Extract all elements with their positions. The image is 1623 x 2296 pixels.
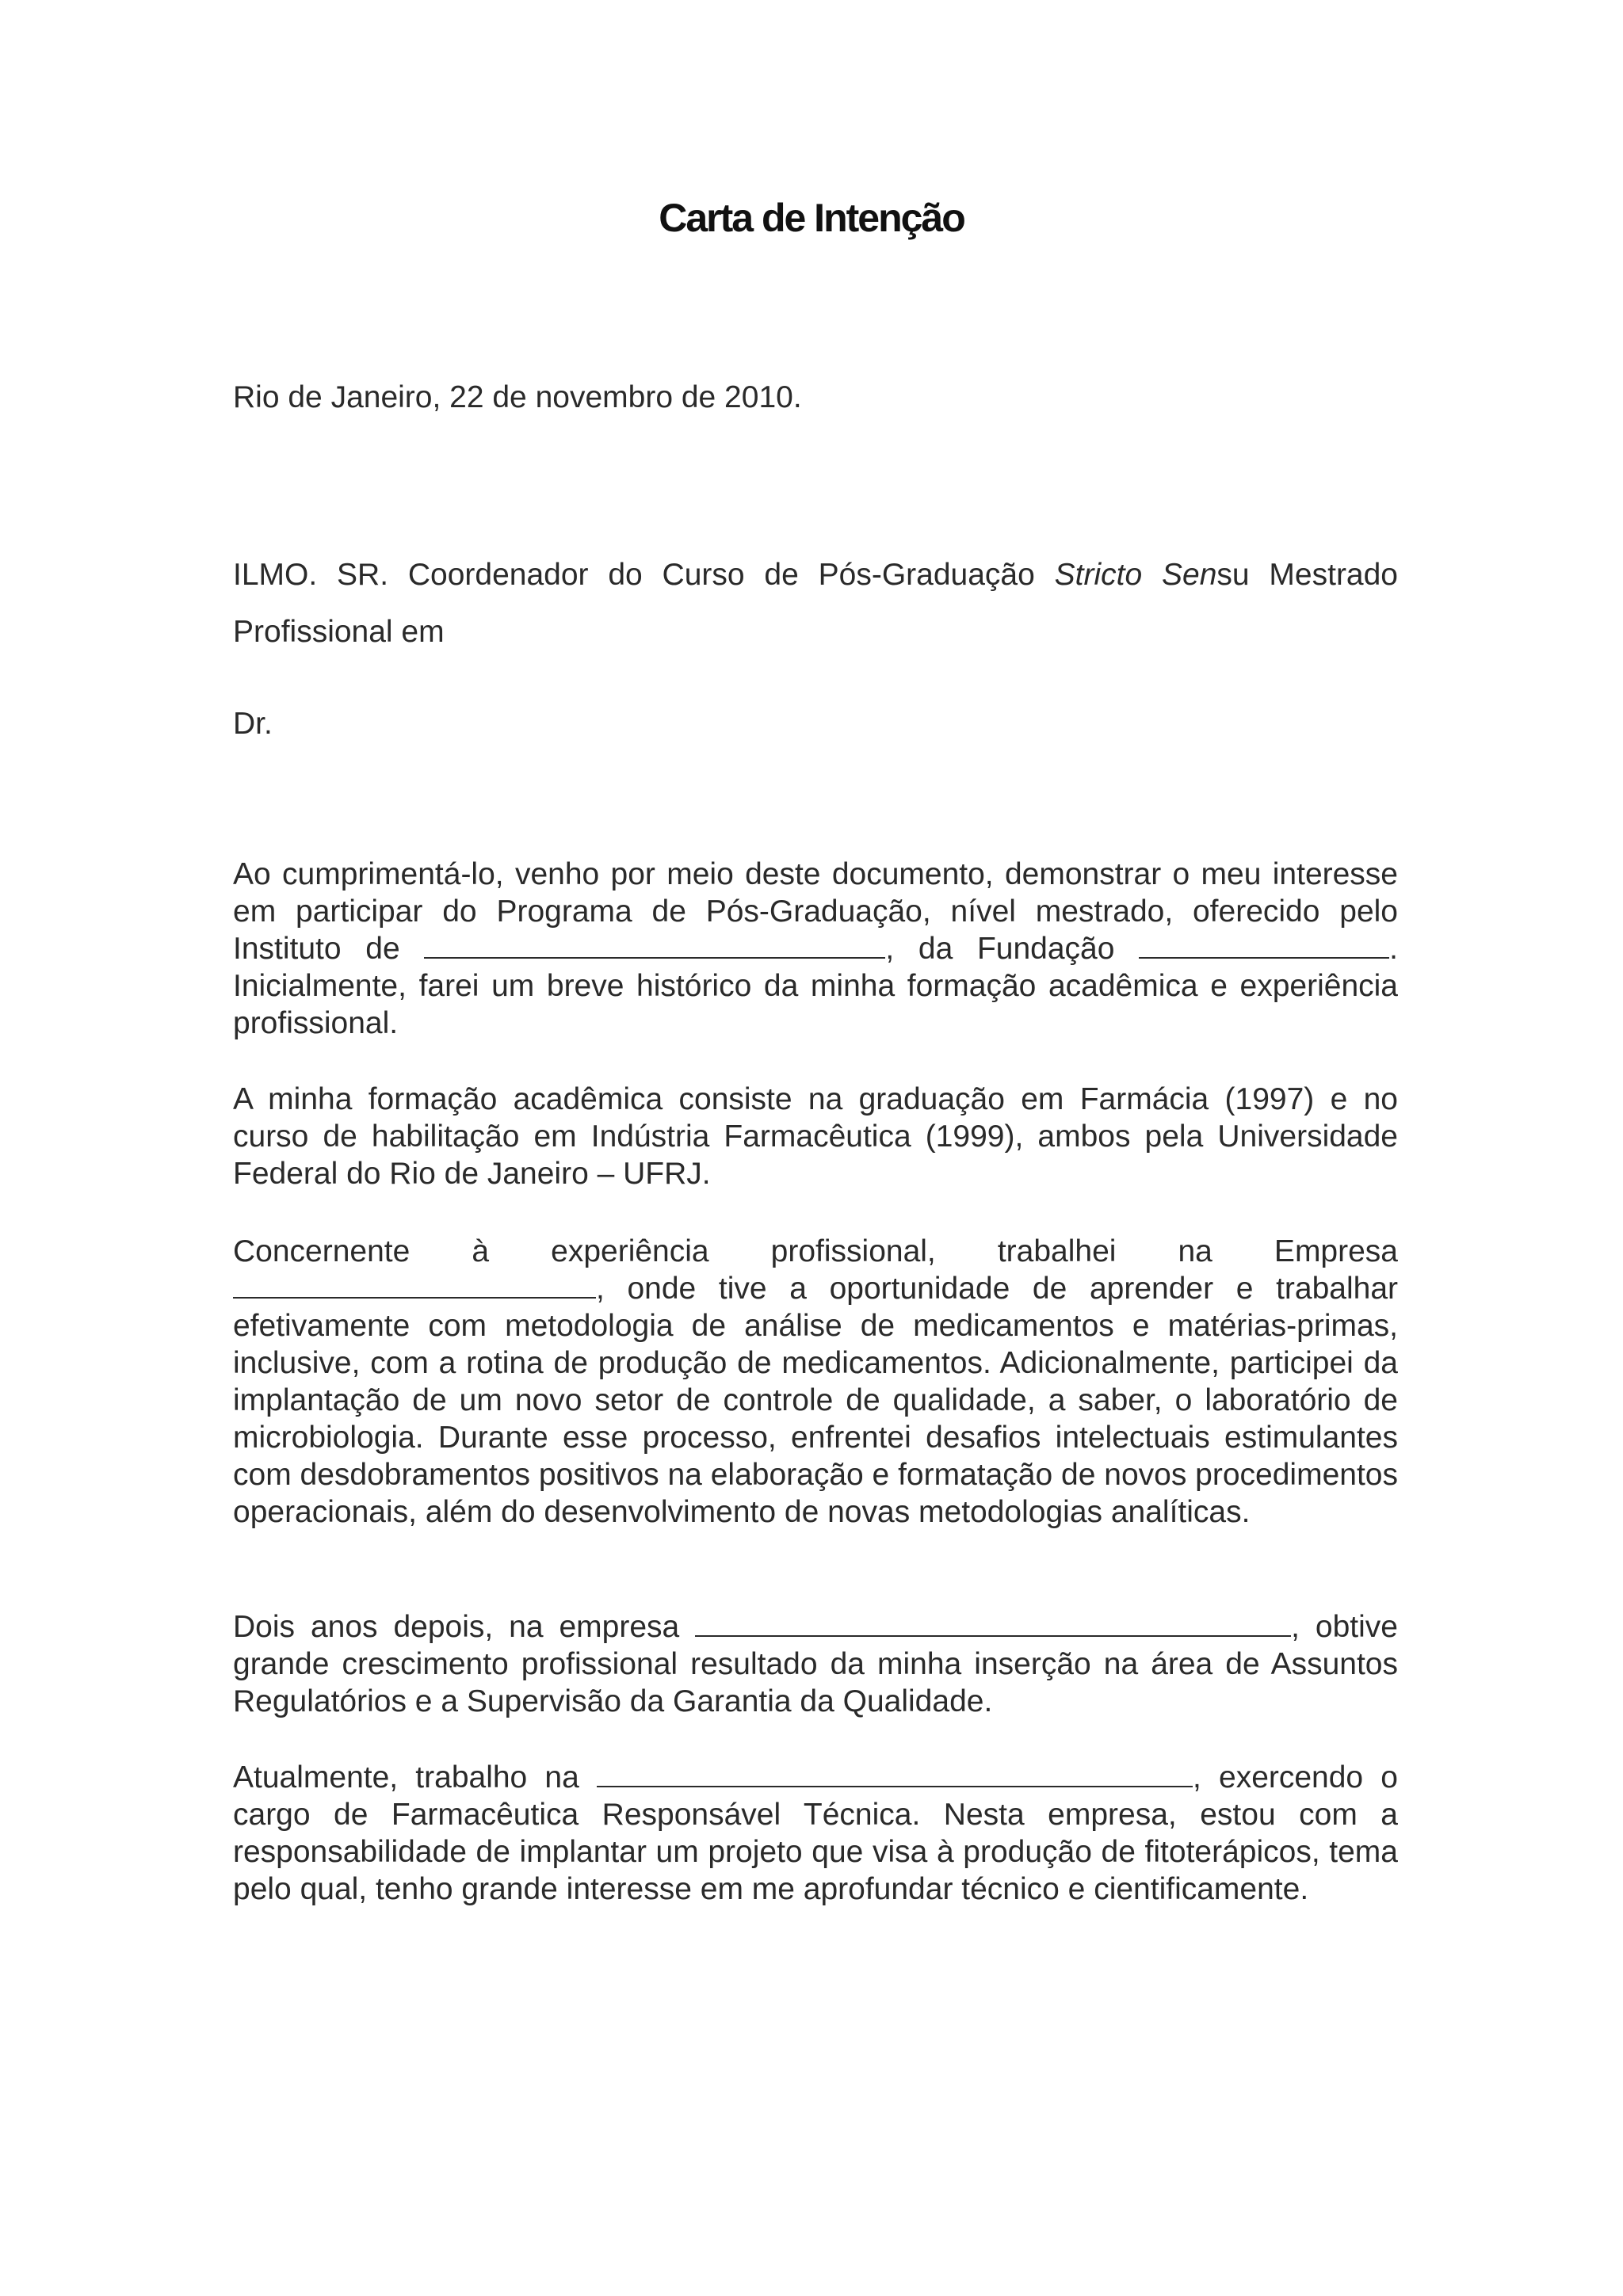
addressee-italic-stricto: Stricto (1054, 558, 1143, 592)
blank-field-empresa-2 (695, 1608, 1291, 1637)
paragraph-current-text-a: Atualmente, trabalho na (233, 1760, 597, 1794)
paragraph-growth (233, 1608, 1398, 1720)
paragraph-current-text-b: , exercendo o cargo de Farmacêutica Responsável Técnica. Nesta empresa, estou com a responsabilidade de implantar um projeto que visa à produção de fitoterápicos, tema pelo qual, tenho grande interesse em me aprofundar técnico e cientificamente. (233, 1760, 1398, 1906)
paragraph-experience-text-a: Concernente à experiência profissional, trabalhei na Empresa (233, 1234, 1398, 1268)
document-title: Carta de Intenção (659, 196, 964, 240)
paragraph-growth-text-b: , obtive grande crescimento profissional resultado da minha inserção na área de Assuntos Regulatórios e a Supervisão da Garantia da Qualidade. (233, 1610, 1398, 1718)
addressee-suffix: su Mestrado Profissional em (233, 558, 1398, 649)
paragraph-experience (233, 1233, 1398, 1531)
paragraph-intro (233, 856, 1398, 1042)
addressee-italic-sen: Sen (1162, 558, 1217, 592)
blank-field-empresa-atual (597, 1759, 1193, 1787)
paragraph-current (233, 1759, 1398, 1908)
paragraph-growth-text-a: Dois anos depois, na empresa (233, 1610, 696, 1644)
addressee-prefix: ILMO. SR. Coordenador do Curso de Pós-Graduação (233, 558, 1055, 592)
blank-field-instituto (424, 930, 885, 959)
date-line: Rio de Janeiro, 22 de novembro de 2010. (233, 380, 802, 414)
addressee-line (233, 547, 1398, 661)
paragraph-formation: A minha formação acadêmica consiste na graduação em Farmácia (1997) e no curso de habilitação em Indústria Farmacêutica (1999), ambos pela Universidade Federal do Rio de Janeiro – UFRJ. (233, 1082, 1398, 1191)
paragraph-intro-text-b: , da Fundação (885, 932, 1140, 966)
blank-field-fundacao (1139, 930, 1389, 959)
paragraph-intro-text-c: . Inicialmente, farei um breve histórico da minha formação acadêmica e experiência profissional. (233, 932, 1398, 1040)
addressee-space (1142, 558, 1162, 592)
paragraph-intro-text-a: Ao cumprimentá-lo, venho por meio deste documento, demonstrar o meu interesse em participar do Programa de Pós-Graduação, nível mestrado, oferecido pelo Instituto de (233, 857, 1398, 966)
paragraph-experience-text-b: , onde tive a oportunidade de aprender e trabalhar efetivamente com metodologia de análise de medicamentos e matérias-primas, inclusive, com a rotina de produção de medicamentos. Adicionalmente, participei da implantação de um novo setor de controle de qualidade, a saber, o laboratório de microbiologia. Durante esse processo, enfrentei desafios intelectuais estimulantes com desdobramentos positivos na elaboração e formatação de novos procedimentos operacionais, além do desenvolvimento de novas metodologias analíticas. (233, 1272, 1398, 1529)
blank-field-empresa (233, 1270, 596, 1299)
salutation: Dr. (233, 707, 273, 741)
